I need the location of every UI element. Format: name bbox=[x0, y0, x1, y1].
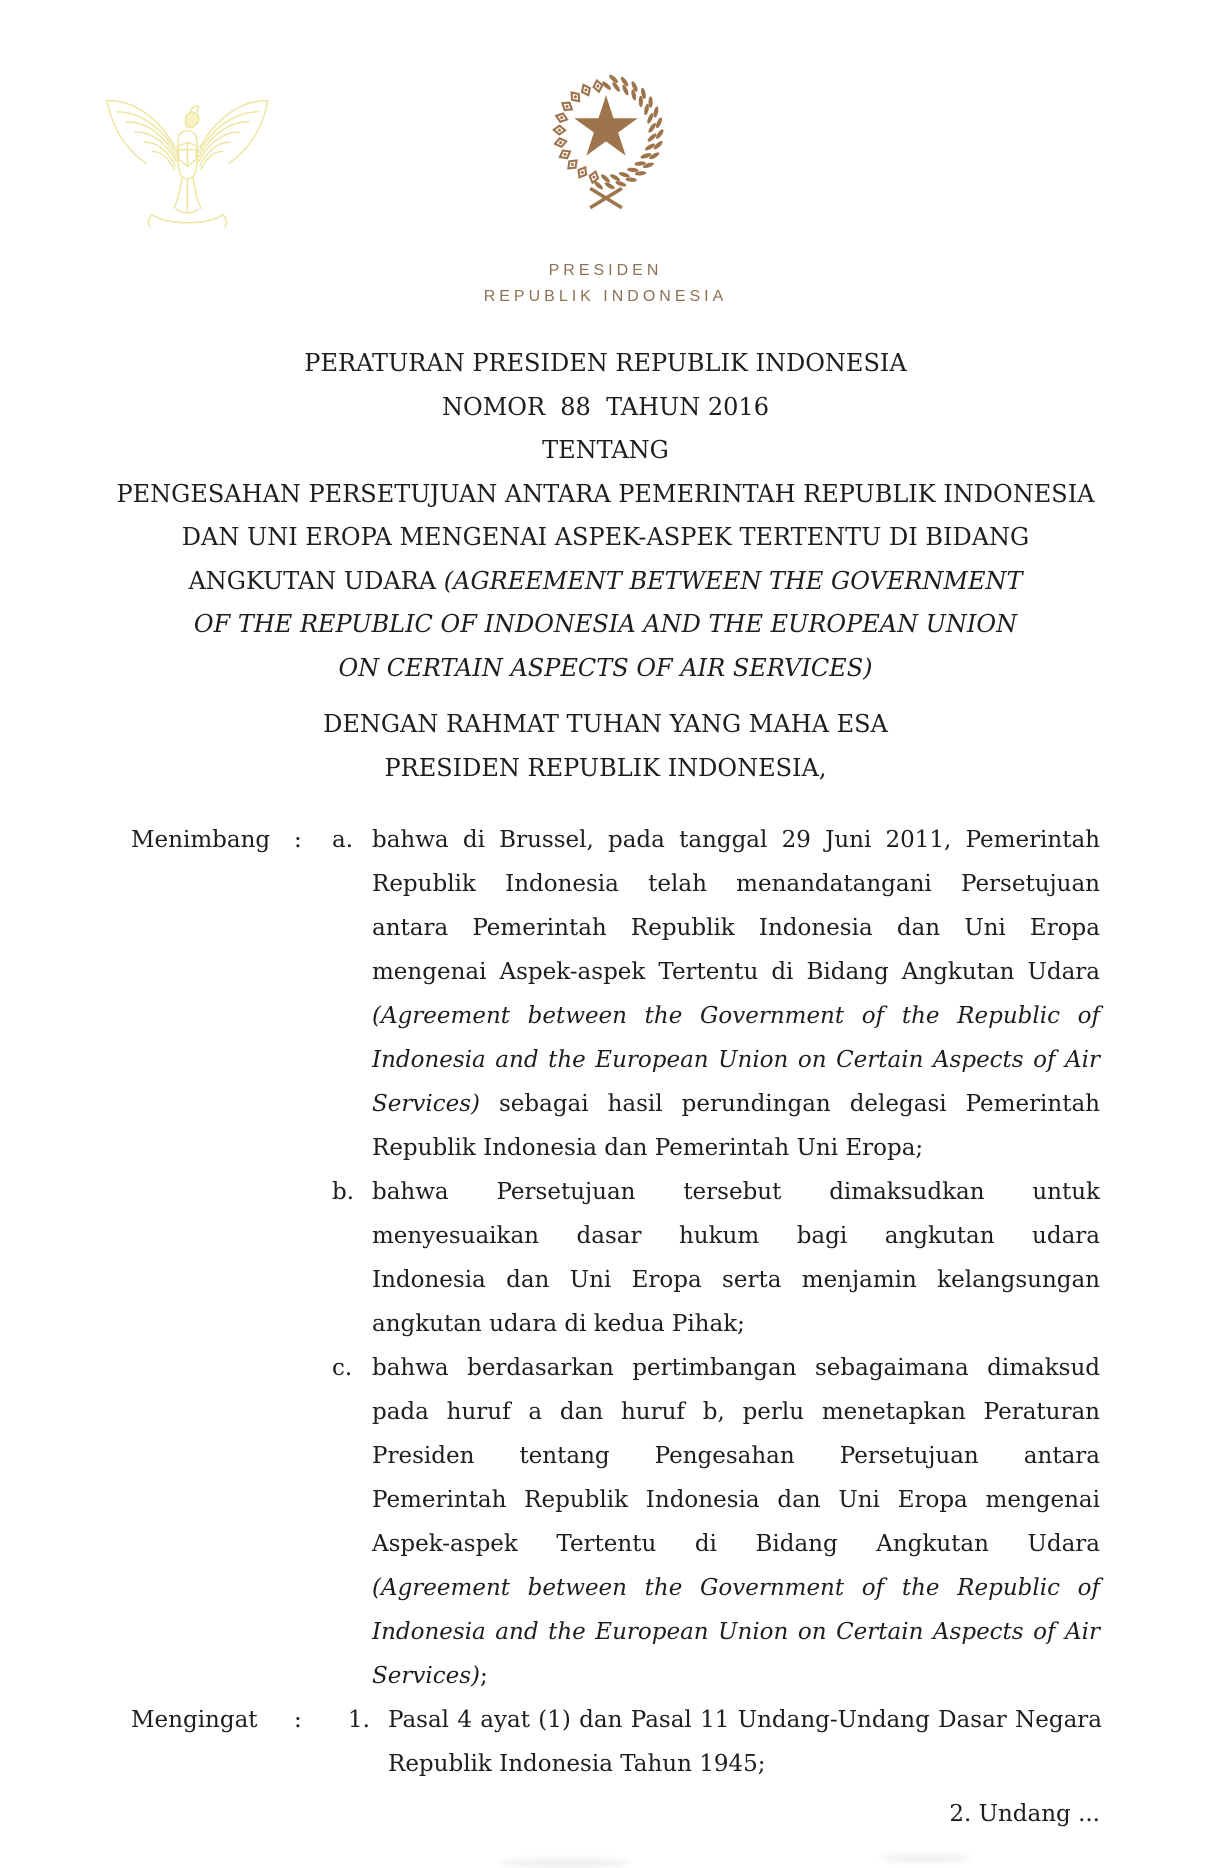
title-line: PENGESAHAN PERSETUJUAN ANTARA PEMERINTAH REPUBLIK INDONESIA bbox=[116, 479, 1095, 508]
body-text-line: Presiden tentang Pengesahan Persetujuan antara bbox=[372, 1443, 1100, 1469]
star-icon bbox=[574, 95, 638, 155]
item-marker: b. bbox=[332, 1179, 355, 1205]
presidential-emblem-svg bbox=[518, 58, 694, 215]
considering-items bbox=[332, 818, 1102, 1698]
item-marker: 1. bbox=[348, 1707, 370, 1733]
body-text-line: bahwa Persetujuan tersebut dimaksudkan untuk bbox=[372, 1179, 1100, 1205]
consideration-item-b bbox=[332, 1170, 1102, 1346]
section-colon: : bbox=[294, 827, 302, 853]
title-line: ANGKUTAN UDARA (AGREEMENT BETWEEN THE GOVERNMENT bbox=[188, 566, 1023, 595]
letterhead bbox=[0, 258, 1211, 310]
body-text-line: Republik Indonesia telah menandatangani Persetujuan bbox=[372, 871, 1100, 897]
body-text-line: Services); bbox=[372, 1663, 488, 1689]
garuda-watermark-icon bbox=[95, 70, 280, 246]
invocation-line: PRESIDEN REPUBLIK INDONESIA, bbox=[384, 753, 827, 782]
body-text-line: Services) sebagai hasil perundingan delegasi Pemerintah bbox=[372, 1091, 1100, 1117]
regulation-title bbox=[0, 342, 1211, 690]
body-text-line: mengenai Aspek-aspek Tertentu di Bidang Angkutan Udara bbox=[372, 959, 1100, 985]
invocation bbox=[0, 703, 1211, 790]
consideration-item-a bbox=[332, 818, 1102, 1170]
letterhead-republik-indonesia: REPUBLIK INDONESIA bbox=[483, 288, 728, 305]
garuda-watermark-svg bbox=[95, 70, 280, 246]
title-line: PERATURAN PRESIDEN REPUBLIK INDONESIA bbox=[304, 349, 907, 377]
title-line: TENTANG bbox=[542, 436, 669, 464]
body-text-line: antara Pemerintah Republik Indonesia dan Uni Eropa bbox=[372, 915, 1100, 941]
body-text-line: Indonesia and the European Union on Certain Aspects of Air bbox=[372, 1619, 1100, 1645]
presidential-emblem-icon bbox=[518, 58, 694, 215]
body-text-line: (Agreement between the Government of the Republic of bbox=[372, 1575, 1100, 1601]
letterhead-presiden: PRESIDEN bbox=[548, 262, 663, 279]
section-colon: : bbox=[294, 1707, 302, 1733]
body-text-line: menyesuaikan dasar hukum bagi angkutan udara bbox=[372, 1223, 1100, 1249]
body-text-line: angkutan udara di kedua Pihak; bbox=[372, 1311, 745, 1337]
page-catchword: 2. Undang ... bbox=[949, 1801, 1100, 1827]
body-text-line: Republik Indonesia Tahun 1945; bbox=[388, 1751, 766, 1777]
body-text-line: pada huruf a dan huruf b, perlu menetapkan Peraturan bbox=[372, 1399, 1100, 1425]
title-line: DAN UNI EROPA MENGENAI ASPEK-ASPEK TERTENTU DI BIDANG bbox=[181, 523, 1030, 551]
item-marker: a. bbox=[332, 827, 354, 853]
item-marker: c. bbox=[332, 1355, 353, 1381]
body-text-line: Indonesia dan Uni Eropa serta menjamin kelangsungan bbox=[372, 1267, 1100, 1293]
scan-smudge bbox=[500, 1858, 630, 1868]
scan-smudge bbox=[880, 1854, 970, 1862]
title-line: ON CERTAIN ASPECTS OF AIR SERVICES) bbox=[338, 653, 873, 682]
body-text-line: bahwa berdasarkan pertimbangan sebagaimana dimaksud bbox=[372, 1355, 1100, 1381]
body-text-line: (Agreement between the Government of the Republic of bbox=[372, 1003, 1100, 1029]
section-label-mengingat: Mengingat bbox=[131, 1707, 258, 1733]
invocation-line: DENGAN RAHMAT TUHAN YANG MAHA ESA bbox=[323, 710, 888, 738]
title-line: OF THE REPUBLIC OF INDONESIA AND THE EUROPEAN UNION bbox=[193, 610, 1018, 638]
body-text-line: Aspek-aspek Tertentu di Bidang Angkutan Udara bbox=[372, 1531, 1100, 1557]
recalling-items bbox=[348, 1698, 1102, 1786]
recalling-item-1 bbox=[348, 1698, 1102, 1786]
consideration-item-c bbox=[332, 1346, 1102, 1698]
body-text-line: Republik Indonesia dan Pemerintah Uni Eropa; bbox=[372, 1135, 924, 1161]
title-line: NOMOR 88 TAHUN 2016 bbox=[442, 392, 769, 421]
body-text-line: Indonesia and the European Union on Certain Aspects of Air bbox=[372, 1047, 1100, 1073]
body-text-line: Pasal 4 ayat (1) dan Pasal 11 Undang-Undang Dasar Negara bbox=[388, 1707, 1102, 1733]
body-text-line: bahwa di Brussel, pada tanggal 29 Juni 2011, Pemerintah bbox=[372, 827, 1100, 853]
body-text-line: Pemerintah Republik Indonesia dan Uni Eropa mengenai bbox=[372, 1487, 1100, 1513]
section-label-menimbang: Menimbang bbox=[131, 827, 271, 853]
